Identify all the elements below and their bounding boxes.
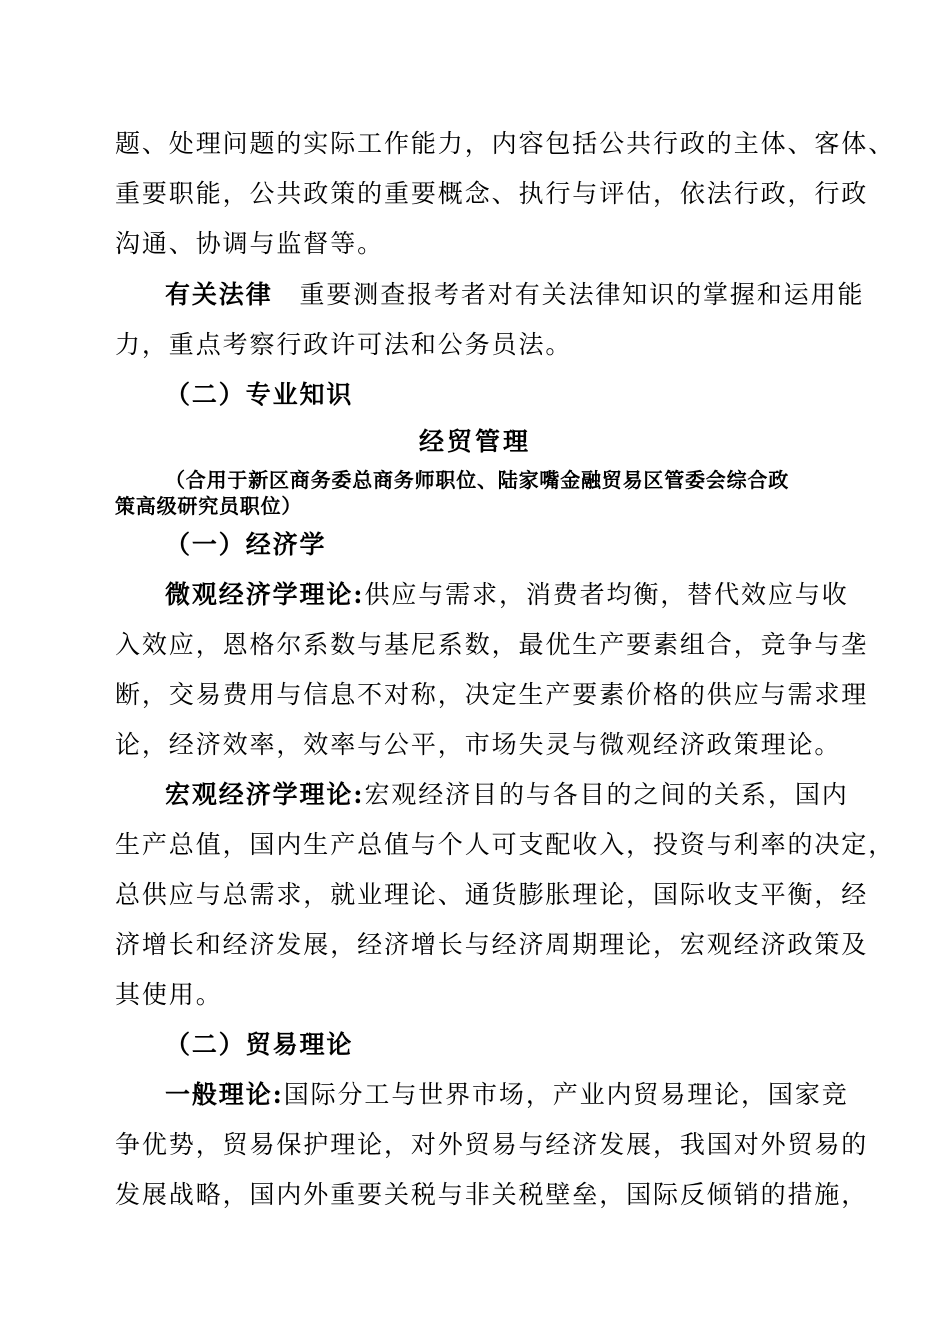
law-heading: 有关法律 [165, 280, 273, 309]
paragraph-line: 争优势，贸易保护理论，对外贸易与经济发展，我国对外贸易的 [115, 1130, 869, 1159]
page-title: 经贸管理 [418, 427, 531, 456]
subsection-heading: （一）经济学 [165, 530, 327, 559]
law-paragraph: 有关法律 重要测查报考者对有关法律知识的掌握和运用能 [165, 280, 865, 309]
micro-economics-paragraph: 微观经济学理论:供应与需求，消费者均衡，替代效应与收 [165, 580, 849, 609]
paragraph-line: 生产总值，国内生产总值与个人可支配收入，投资与利率的决定， [115, 830, 896, 859]
paragraph-line: 论，经济效率，效率与公平，市场失灵与微观经济政策理论。 [115, 730, 842, 759]
section-heading: （二）专业知识 [165, 380, 354, 409]
macro-economics-heading: 宏观经济学理论: [165, 780, 365, 809]
paragraph-line: 总供应与总需求，就业理论、通货膨胀理论，国际收支平衡，经 [115, 880, 869, 909]
applicability-note: （合用于新区商务委总商务师职位、陆家嘴金融贸易区管委会综合政 [165, 468, 789, 492]
paragraph-line: 力，重点考察行政许可法和公务员法。 [115, 330, 573, 359]
macro-economics-paragraph: 宏观经济学理论:宏观经济目的与各目的之间的关系，国内 [165, 780, 849, 809]
paragraph-line: 发展战略，国内外重要关税与非关税壁垒，国际反倾销的措施， [115, 1180, 869, 1209]
general-theory-paragraph: 一般理论:国际分工与世界市场，产业内贸易理论，国家竞 [165, 1080, 849, 1109]
paragraph-line: 沟通、协调与监督等。 [115, 229, 385, 258]
paragraph-line: 入效应，恩格尔系数与基尼系数，最优生产要素组合，竞争与垄 [115, 630, 869, 659]
general-theory-heading: 一般理论: [165, 1080, 284, 1109]
paragraph-line: 断，交易费用与信息不对称，决定生产要素价格的供应与需求理 [115, 680, 869, 709]
micro-economics-heading: 微观经济学理论: [165, 580, 365, 609]
paragraph-line: 题、处理问题的实际工作能力，内容包括公共行政的主体、客体、 [115, 129, 896, 158]
subsection-heading: （二）贸易理论 [165, 1030, 354, 1059]
paragraph-line: 济增长和经济发展，经济增长与经济周期理论，宏观经济政策及 [115, 930, 869, 959]
applicability-note-continuation: 策高级研究员职位） [115, 494, 303, 518]
paragraph-line: 其使用。 [115, 980, 223, 1009]
paragraph-line: 重要职能，公共政策的重要概念、执行与评估，依法行政，行政 [115, 179, 869, 208]
